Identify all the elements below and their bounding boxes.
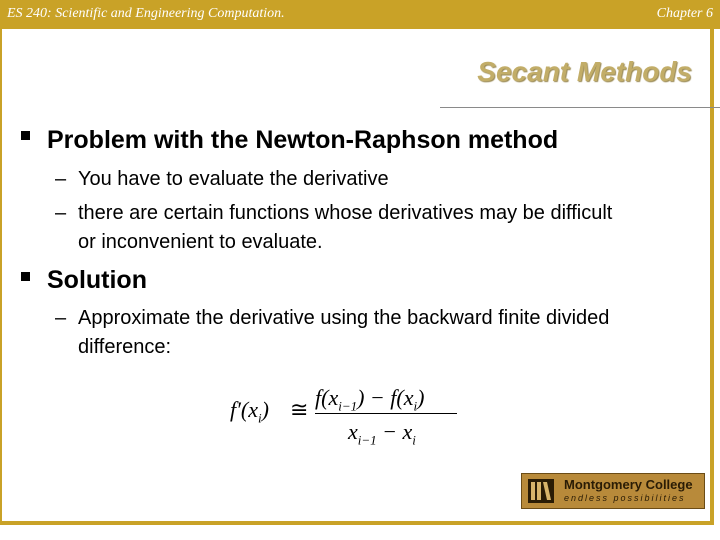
formula-numerator: $f(x_{i-1}) - f(x_i)$ — [315, 385, 425, 414]
dash-icon: – — [55, 202, 67, 224]
bullet-solution: Solution — [47, 266, 147, 294]
logo-tagline: endless possibilities — [564, 493, 686, 503]
dash-icon: – — [55, 307, 67, 329]
header-bar — [0, 0, 720, 29]
subitem-difficult-derivatives: there are certain functions whose derivatives may be difficult — [78, 202, 613, 224]
bullet-square-icon — [21, 131, 30, 140]
montgomery-college-logo — [521, 473, 705, 509]
slide-title: Secant Methods — [477, 56, 692, 87]
course-title: ES 240: Scientific and Engineering Computation. — [7, 6, 285, 21]
subitem-difficult-derivatives-cont: or inconvenient to evaluate. — [78, 231, 323, 253]
fraction-bar — [315, 413, 457, 414]
formula-lhs: $f'(x_i)$ — [230, 397, 269, 426]
dash-icon: – — [55, 168, 67, 190]
title-divider — [440, 107, 720, 108]
subitem-approximate-cont: difference: — [78, 336, 172, 358]
bullet-problem: Problem with the Newton-Raphson method — [47, 126, 559, 154]
bullet-square-icon — [21, 272, 30, 281]
college-emblem-icon — [528, 479, 554, 503]
formula-denominator: $x_{i-1} - x_i$ — [348, 419, 416, 448]
subitem-approximate: Approximate the derivative using the backward finite divided — [78, 307, 610, 329]
chapter-label: Chapter 6 — [656, 6, 713, 21]
secant-derivative-formula — [230, 385, 470, 450]
approx-equal-symbol: ≅ — [290, 397, 309, 422]
subitem-evaluate-derivative: You have to evaluate the derivative — [78, 168, 389, 190]
logo-college-name: Montgomery College — [564, 477, 693, 492]
